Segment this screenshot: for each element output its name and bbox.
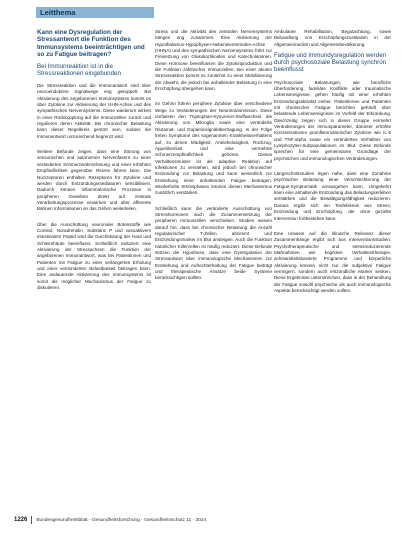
paragraph: Stress und die Aktivität des zentralen Nervensystems hängen eng zusammen. Eine Aktivierung der Hypothalamus-Hypophysen-Nebennierenrinden-Achse (HHNA) und des sympathischen Nervensystems führt zur Freisetzung von Glukokortikoiden und Katecholaminen. Diese Hormone beeinflussen die Zytokinproduktion und die Funktion zahlreicher Immunzellen. Bei einer akuten Stressreaktion kommt es zunächst zu einer Mobilisierung der Abwehr, die jedoch bei anhaltender Belastung in eine Erschöpfung übergehen kann. bbox=[155, 29, 272, 92]
paragraph: Im Gehirn führen periphere Zytokine über verschiedene Wege zu Veränderungen der Neurotransmission. Diese umfassen den Tryptophan-Kynurenin-Stoffwechsel, die Aktivierung von Mikroglia sowie eine veränderte Glutamat- und Dopaminsignalübertragung. In der Folge treten Symptome des sogenannten Krankheitsverhaltens auf, zu denen Müdigkeit, Antriebslosigkeit, Rückzug, Appetitverlust und eine vermehrte Schmerzempfindlichkeit gehören. Dieses Verhaltensmuster ist als adaptive Reaktion auf Infektionen zu verstehen, wird jedoch bei chronischer Entzündung zur Belastung und kann wesentlich zur Entstehung einer anhaltenden Fatigue beitragen. Wiederholte Stressphasen können diesen Mechanismus zusätzlich verstärken. bbox=[155, 101, 272, 196]
footer-divider bbox=[31, 516, 32, 524]
page-header bbox=[0, 0, 413, 24]
paragraph: Längsschnittstudien legen nahe, dass eine Zunahme psychischer Belastung einer Verschlechterung der Fatigue-Symptomatik vorausgehen kann. Umgekehrt kann eine anhaltende Entzündung das Belastungserleben verstärken und die Bewältigungsfähigkeit reduzieren. Daraus ergibt sich ein Teufelskreis aus Stress, Entzündung und Erschöpfung, der ohne gezielte Intervention fortbestehen kann. bbox=[274, 171, 391, 221]
section-tag bbox=[36, 7, 154, 18]
page-number: 1226 bbox=[14, 517, 28, 523]
section-heading: Kann eine Dysregulation der Stressantwort die Funktion des Immunsystems beeinträchtigen und so zu Fatigue beitragen? bbox=[37, 29, 145, 59]
paragraph: Über die Ausschüttung neuronaler Botenstoffe wie Cortisol, Noradrenalin, Substanz P und vasoaktivem intestinalem Peptid wird die Durchblutung der Haut und Schleimhäute beeinflusst. Schließlich reduziert eine Aktivierung der Stressachsen die Funktion der angeborenen Immunantwort, was bei Patientinnen und Patienten mit Fatigue zu einer verlängerten Erholung und einer verminderten Belastbarkeit beitragen kann. Eine andauernde Aktivierung des Immunsystems ist somit als möglicher Mechanismus der Fatigue zu diskutieren. bbox=[37, 221, 151, 290]
page-footer bbox=[14, 515, 394, 525]
paragraph: Schließlich kann die veränderte Ausschüttung von Stresshormonen auch die Zusammensetzung der peripheren Immunzellen verschieben. Studien weisen darauf hin, dass bei chronischer Belastung die Anzahl regulatorischer T-Zellen abnimmt und Entzündungsmarker im Blut ansteigen. Auch die Funktion natürlicher Killerzellen ist häufig reduziert. Diese Befunde stützen die Hypothese, dass eine Dysregulation der Stressantwort über immunologische Mechanismen zur Entstehung und Aufrechterhaltung der Fatigue beiträgt und therapeutische Ansätze beide Systeme berücksichtigen sollten. bbox=[155, 205, 272, 281]
column-1 bbox=[37, 29, 151, 291]
paragraph: Eine Hinweis auf die klinische Relevanz dieser Zusammenhänge ergibt sich aus Interventionsstudien: Psychotherapeutische und stressreduzierende Maßnahmen wie kognitive Verhaltenstherapie, achtsamkeitsbasierte Programme und körperliche Aktivierung können nicht nur die subjektive Fatigue verringern, sondern auch entzündliche Marker senken. Diese Ergebnisse unterstreichen, dass in der Behandlung der Fatigue sowohl psychische als auch immunologische Aspekte berücksichtigt werden sollten. bbox=[274, 230, 391, 293]
section-tag-label: Leitthema bbox=[40, 8, 76, 17]
paragraph: Psychosoziale Belastungen, wie berufliche Überforderung, familiäre Konflikte oder traumatische Lebensereignisse, gehen häufig mit einer erhöhten Entzündungsaktivität einher. Patientinnen und Patienten mit chronischer Fatigue berichten gehäuft über belastende Lebensereignisse im Vorfeld der Erkrankung. Gleichzeitig zeigen sich in dieser Gruppe vermehrt Veränderungen der Immunparameter, darunter erhöhte Konzentrationen proinflammatorischer Zytokine wie IL-6 und TNF-alpha sowie ein verändertes Verhältnis von Lymphozyten-Subpopulationen im Blut. Diese Befunde sprechen für eine gemeinsame Grundlage der psychischen und immunologischen Veränderungen. bbox=[274, 79, 391, 161]
column-3 bbox=[274, 29, 391, 294]
paragraph: Ambulante Rehabilitation, Begutachtung, sowie Behandlung von Erschöpfungszuständen in der Allgemeinmedizin und Allgemeinbevölkerung. bbox=[274, 29, 391, 47]
subheading: Fatigue und Immundysregulation werden durch psychosoziale Belastung synchron beeinflusst bbox=[274, 52, 387, 74]
paragraph: Weitere Befunde zeigen, dass eine Störung von sensorischen und autonomen Nervenfasern zu einer veränderten Schmerzwahrnehmung und einer erhöhten Empfindlichkeit gegenüber Reizen führen kann. Die Nozizeptoren enthalten Rezeptoren für Zytokine und werden durch Entzündungsmediatoren sensibilisiert. Dadurch können inflammatorische Prozesse in peripheren Geweben direkt auf zentrale Verarbeitungsprozesse einwirken und über afferente Bahnen Informationen an das Gehirn weiterleiten. bbox=[37, 149, 151, 212]
journal-name: Bundesgesundheitsblatt - Gesundheitsforschung - Gesundheitsschutz 11 · 2024 bbox=[36, 518, 207, 523]
subheading: Bei Immunreaktion ist in die Stressreaktionen eingebunden bbox=[37, 62, 121, 77]
paragraph: Die Stressreaktion und die Immunantwort sind über neuroendokrine Signalwege eng gekoppelt. Bei Aktivierung des angeborenen Immunsystems kommt es über Zytokine zur Aktivierung der HHN-Achse und des sympathischen Nervensystems. Diese wiederum wirken in einer Rückkopplung auf die Immunzellen zurück und regulieren deren Aktivität. Bei chronischer Belastung kann dieser Regelkreis gestört sein, sodass die Immunantwort unzureichend begrenzt wird. bbox=[37, 83, 151, 139]
column-2 bbox=[155, 29, 272, 282]
